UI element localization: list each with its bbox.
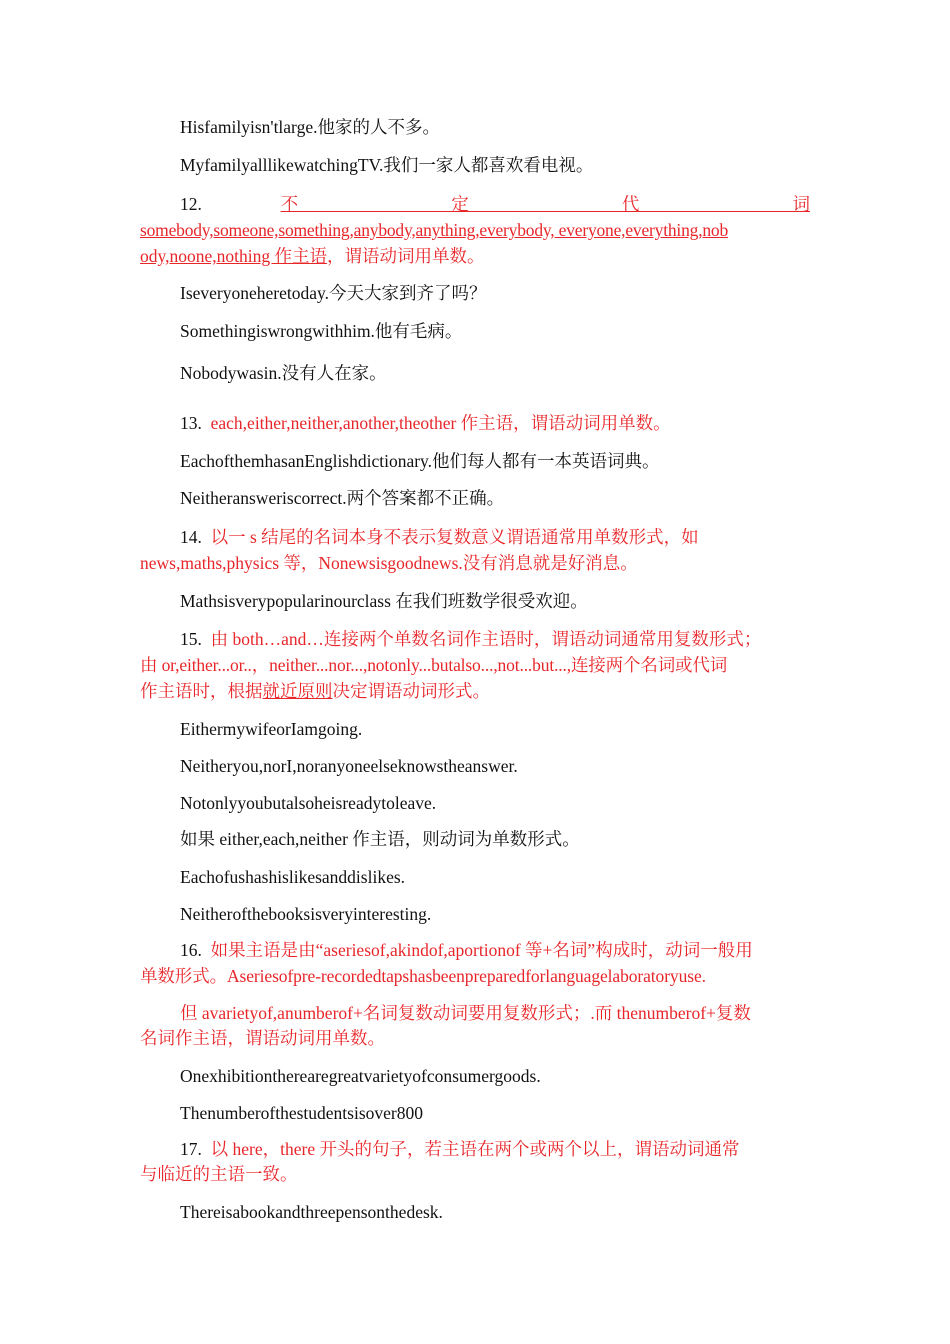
rule-text: 由 both…and…连接两个单数名词作主语时，谓语动词通常用复数形式； [210,629,762,649]
example-sentence: Thenumberofthestudentsisover800 [180,1103,424,1123]
rule-17-line1 [140,1138,810,1160]
example-sentence: Thereisabookandthreepensonthedesk. [180,1202,443,1222]
example-sentence: EachofthemhasanEnglishdictionary.他们每人都有一本英语词典。 [180,451,660,471]
rule-number: 15. [180,629,202,649]
rule-14-line1 [140,526,810,548]
example-sentence: Iseveryoneheretoday.今天大家到齐了吗？ [180,283,487,303]
example-sentence: Neitherofthebooksisveryinteresting. [180,904,432,924]
rule-number: 16. [180,940,202,960]
example-sentence: MyfamilyalllikewatchingTV.我们一家人都喜欢看电视。 [180,155,594,175]
rule-number: 12. [180,194,202,214]
example-sentence: Somethingiswrongwithhim.他有毛病。 [180,321,463,341]
rule-16-line4: 名词作主语，谓语动词用单数。 [140,1028,385,1048]
rule-12-heading [140,193,810,215]
example-sentence: Onexhibitiontherearegreatvarietyofconsumergoods. [180,1066,541,1086]
rule-13 [140,412,810,434]
rule-text: 作主语时，根据 [140,681,263,701]
rule-text: ody,noone,nothing 作主语 [140,246,327,266]
rule-16-line3 [140,1002,810,1024]
rule-15-line1 [140,628,810,650]
rule-12-line3 [140,245,810,267]
rule-text: 但 avarietyof,anumberof+名词复数动词要用复数形式；.而 thenumberof+复数 [180,1003,751,1023]
rule-14-line2: news,maths,physics 等，Nonewsisgoodnews.没有消息就是好消息。 [140,553,638,573]
rule-text: 决定谓语动词形式。 [332,681,490,701]
rule-16-line1 [140,939,810,961]
rule-text: 如果主语是由“aseriesof,akindof,aportionof 等+名词”构成时，动词一般用 [210,940,753,960]
rule-text: 不 定 代 词 [280,194,810,214]
rule-17-line2: 与临近的主语一致。 [140,1164,298,1184]
example-sentence: Neitheryou,norI,noranyoneelseknowstheanswer. [180,756,518,776]
rule-text: each,either,neither,another,theother 作主语，谓语动词用单数。 [210,413,671,433]
example-sentence: Mathsisverypopularinourclass 在我们班数学很受欢迎。 [180,591,588,611]
rule-15-line3 [140,680,810,702]
example-sentence: Hisfamilyisn'tlarge.他家的人不多。 [180,117,440,137]
rule-text: 就近原则 [262,681,333,701]
rule-12-line2: somebody,someone,something,anybody,anything,everybody, everyone,everything,nob [140,220,729,240]
rule-text: 以一 s 结尾的名词本身不表示复数意义谓语通常用单数形式，如 [210,527,699,547]
example-sentence: EithermywifeorIamgoing. [180,719,363,739]
rule-text: 以 here，there 开头的句子，若主语在两个或两个以上，谓语动词通常 [210,1139,740,1159]
rule-number: 14. [180,527,202,547]
rule-number: 13. [180,413,202,433]
example-sentence: Notonlyyoubutalsoheisreadytoleave. [180,793,437,813]
example-sentence: Nobodywasin.没有人在家。 [180,363,387,383]
rule-15-line2: 由 or,either...or..，neither...nor...,notonly...butalso...,not...but...,连接两个名词或代词 [140,655,728,675]
rule-number: 17. [180,1139,202,1159]
example-sentence: Neitheransweriscorrect.两个答案都不正确。 [180,488,505,508]
example-sentence: 如果 either,each,neither 作主语，则动词为单数形式。 [180,829,580,849]
example-sentence: Eachofushashislikesanddislikes. [180,867,406,887]
rule-text: ，谓语动词用单数。 [326,246,485,266]
rule-16-line2: 单数形式。Aseriesofpre-recordedtapshasbeenpreparedforlanguagelaboratoryuse. [140,966,706,986]
